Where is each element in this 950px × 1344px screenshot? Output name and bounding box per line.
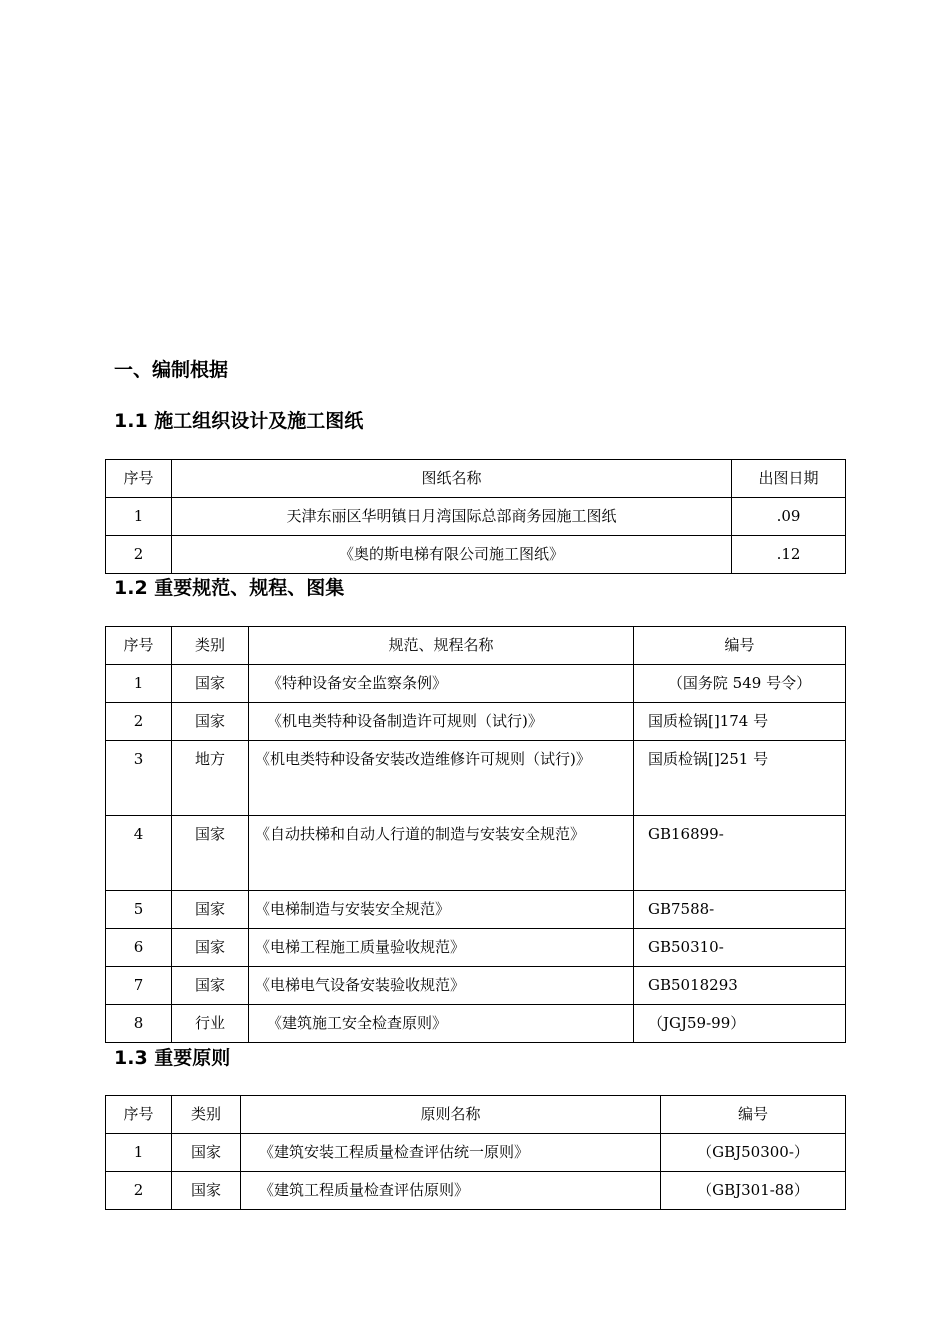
row-number: 4 xyxy=(106,816,172,891)
header-cell: 编号 xyxy=(634,627,846,665)
category-cell: 地方 xyxy=(172,741,249,816)
table-row xyxy=(106,929,846,967)
standard-name: 《电梯工程施工质量验收规范》 xyxy=(249,929,634,967)
table-row xyxy=(106,703,846,741)
standard-code: GB5018293 xyxy=(634,967,846,1005)
section-title-1-3: 1.3 重要原则 xyxy=(114,1047,231,1069)
table-row xyxy=(106,891,846,929)
category-cell: 国家 xyxy=(172,929,249,967)
header-cell: 原则名称 xyxy=(241,1096,661,1134)
standard-name: 《自动扶梯和自动人行道的制造与安装安全规范》 xyxy=(249,816,634,891)
row-number: 2 xyxy=(106,536,172,574)
standards-table xyxy=(105,626,846,1043)
category-cell: 行业 xyxy=(172,1005,249,1043)
header-cell: 类别 xyxy=(172,1096,241,1134)
table-row xyxy=(106,816,846,891)
standard-name: 《机电类特种设备安装改造维修许可规则（试行)》 xyxy=(249,741,634,816)
category-cell: 国家 xyxy=(172,703,249,741)
header-cell: 序号 xyxy=(106,1096,172,1134)
standard-code: （国务院 549 号令） xyxy=(634,665,846,703)
drawing-date: .09 xyxy=(732,498,846,536)
section-title-1-2: 1.2 重要规范、规程、图集 xyxy=(114,577,345,599)
standard-name: 《特种设备安全监察条例》 xyxy=(249,665,634,703)
table-row xyxy=(106,741,846,816)
standard-name: 《建筑施工安全检查原则》 xyxy=(249,1005,634,1043)
row-number: 2 xyxy=(106,1172,172,1210)
category-cell: 国家 xyxy=(172,891,249,929)
header-cell: 出图日期 xyxy=(732,460,846,498)
drawings-table xyxy=(105,459,846,574)
row-number: 5 xyxy=(106,891,172,929)
drawing-date: .12 xyxy=(732,536,846,574)
header-cell: 编号 xyxy=(661,1096,846,1134)
row-number: 1 xyxy=(106,498,172,536)
table-row xyxy=(106,1172,846,1210)
header-cell: 序号 xyxy=(106,627,172,665)
header-cell: 图纸名称 xyxy=(172,460,732,498)
header-cell: 类别 xyxy=(172,627,249,665)
standard-name: 《电梯电气设备安装验收规范》 xyxy=(249,967,634,1005)
row-number: 7 xyxy=(106,967,172,1005)
category-cell: 国家 xyxy=(172,967,249,1005)
section-title-main: 一、编制根据 xyxy=(114,359,229,381)
category-cell: 国家 xyxy=(172,1134,241,1172)
row-number: 1 xyxy=(106,665,172,703)
principles-table xyxy=(105,1095,846,1210)
header-cell: 序号 xyxy=(106,460,172,498)
standard-name: 《电梯制造与安装安全规范》 xyxy=(249,891,634,929)
standard-code: （JGJ59-99） xyxy=(634,1005,846,1043)
drawing-name: 天津东丽区华明镇日月湾国际总部商务园施工图纸 xyxy=(172,498,732,536)
row-number: 1 xyxy=(106,1134,172,1172)
row-number: 2 xyxy=(106,703,172,741)
standard-code: 国质检锅[]251 号 xyxy=(634,741,846,816)
section-title-1-1: 1.1 施工组织设计及施工图纸 xyxy=(114,410,364,432)
category-cell: 国家 xyxy=(172,816,249,891)
table-row xyxy=(106,498,846,536)
header-cell: 规范、规程名称 xyxy=(249,627,634,665)
principle-name: 《建筑安装工程质量检查评估统一原则》 xyxy=(241,1134,661,1172)
table-header-row xyxy=(106,1096,846,1134)
principle-name: 《建筑工程质量检查评估原则》 xyxy=(241,1172,661,1210)
table-header-row xyxy=(106,627,846,665)
row-number: 3 xyxy=(106,741,172,816)
table-row xyxy=(106,536,846,574)
table-header-row xyxy=(106,460,846,498)
row-number: 6 xyxy=(106,929,172,967)
row-number: 8 xyxy=(106,1005,172,1043)
table-row xyxy=(106,665,846,703)
category-cell: 国家 xyxy=(172,1172,241,1210)
category-cell: 国家 xyxy=(172,665,249,703)
drawing-name: 《奥的斯电梯有限公司施工图纸》 xyxy=(172,536,732,574)
table-row xyxy=(106,1134,846,1172)
standard-code: GB16899- xyxy=(634,816,846,891)
standard-code: GB50310- xyxy=(634,929,846,967)
table-row xyxy=(106,1005,846,1043)
standard-name: 《机电类特种设备制造许可规则（试行)》 xyxy=(249,703,634,741)
table-row xyxy=(106,967,846,1005)
standard-code: 国质检锅[]174 号 xyxy=(634,703,846,741)
standard-code: GB7588- xyxy=(634,891,846,929)
principle-code: （GBJ301-88） xyxy=(661,1172,846,1210)
principle-code: （GBJ50300-） xyxy=(661,1134,846,1172)
